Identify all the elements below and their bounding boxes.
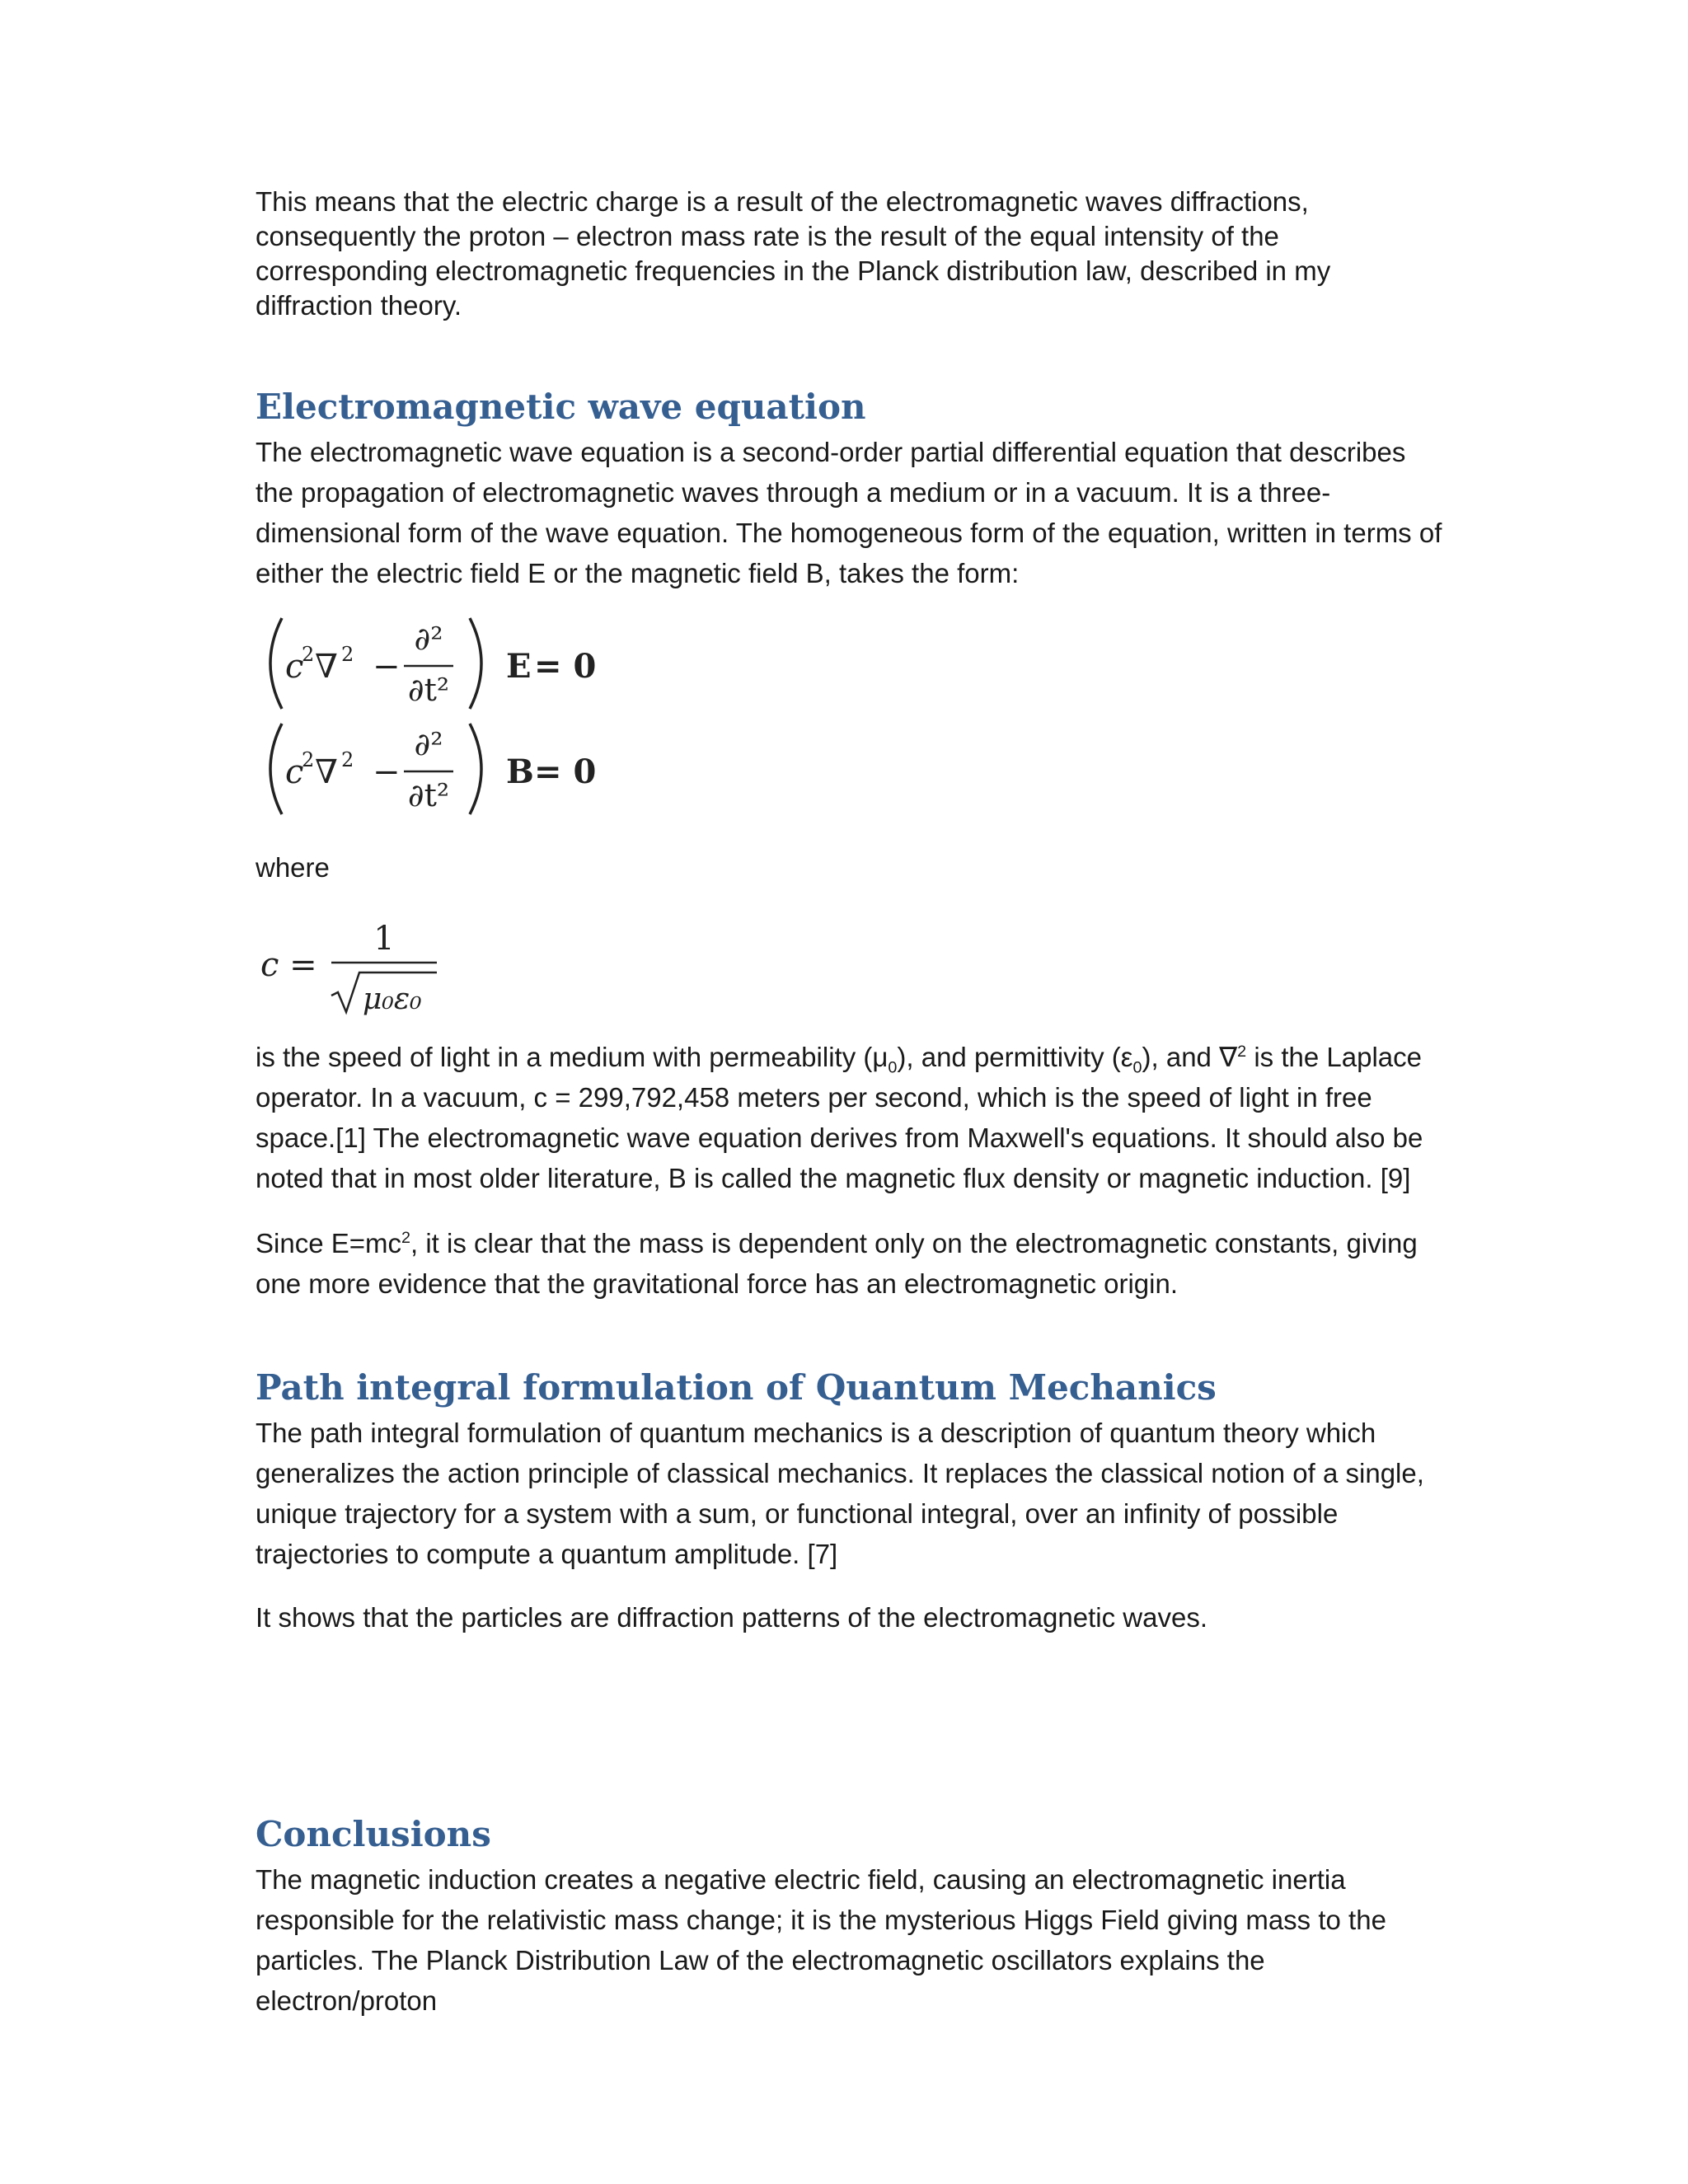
eq-b-c: c [285, 753, 304, 791]
path-integral-paragraph: The path integral formulation of quantum mechanics is a description of quantum theory which generalizes the action principle of classical mechanics. It replaces the classical notion of a single, unique trajectory for a system with a sum, or functional integral, over an infinity of possible trajectories to compute a quantum amplitude. [7] [256, 1418, 1424, 1569]
eq-b-denominator: ∂t² [407, 777, 450, 813]
eq-e-field: E [506, 647, 532, 686]
heading-wave-equation: Electromagnetic wave equation [256, 387, 866, 427]
eq-b-nabla: ∇ [315, 753, 338, 791]
eq-e-equals-zero: = 0 [534, 647, 597, 686]
eq-e-c: c [285, 648, 304, 686]
eq-b-equals-zero: = 0 [534, 752, 597, 791]
wave-equation-b [256, 714, 635, 828]
intro-paragraph: This means that the electric charge is a result of the electromagnetic waves diffractions, consequently the proton – electron mass rate is the result of the equal intensity of the corresponding electromagnetic frequencies in the Planck distribution law, described in my diffraction theory. [256, 186, 1331, 321]
wave-equation-paragraph: The electromagnetic wave equation is a second-order partial differential equation that describes the propagation of electromagnetic waves through a medium or in a vacuum. It is a three-dimensional form of the wave equation. The homogeneous form of the equation, written in terms of either the electric field E or the magnetic field B, takes the form: [256, 437, 1442, 588]
speed-formula-radicand: μ₀ε₀ [363, 982, 422, 1016]
eq-b-numerator: ∂² [414, 726, 443, 762]
eq-b-minus: − [373, 753, 401, 791]
eq-b-nabla-exp: 2 [341, 748, 354, 771]
heading-path-integral: Path integral formulation of Quantum Mechanics [256, 1367, 1217, 1408]
heading-conclusions: Conclusions [256, 1814, 491, 1854]
speed-formula-numerator: 1 [373, 920, 395, 958]
eq-e-c-exp: 2 [302, 643, 315, 666]
conclusions-paragraph: The magnetic induction creates a negative electric field, causing an electromagnetic inertia responsible for the relativistic mass change; it is the mysterious Higgs Field giving mass to the particles. The Planck Distribution Law of the electromagnetic oscillators explains the electron/proton [256, 1864, 1386, 2016]
eq-b-c-exp: 2 [302, 748, 315, 771]
eq-e-nabla-exp: 2 [341, 643, 354, 666]
mass-paragraph: Since $E=mc^2$, it is clear that the mass is dependent only on the electromagnetic constants, giving one more evidence that the gravitational force has an electromagnetic origin. [256, 1228, 1418, 1299]
wave-equation-e [256, 608, 635, 723]
eq-e-numerator: ∂² [414, 621, 443, 657]
where-label: where [256, 852, 330, 883]
eq-e-minus: − [373, 648, 401, 686]
eq-b-field: B [506, 752, 534, 791]
eq-e-denominator: ∂t² [407, 672, 450, 708]
eq-e-nabla: ∇ [315, 648, 338, 686]
speed-formula-lhs: c = [260, 946, 317, 984]
speed-formula [256, 907, 470, 1026]
speed-description-paragraph: is the speed of light in a medium with permeability $(\mu_0)$, and permittivity $(\varepsilon_0)$, and ∇$^2$ is the Laplace operator. In a vacuum, c = 299,792,458 meters per second, which is the speed of light in free space.[1] The electromagnetic wave equation derives from Maxwell's equations. It should also be noted that in most older literature, B is called the magnetic flux density or magnetic induction. [9] [256, 1042, 1423, 1193]
diffraction-paragraph: It shows that the particles are diffraction patterns of the electromagnetic waves. [256, 1602, 1207, 1633]
document-page [256, 0, 1442, 2184]
